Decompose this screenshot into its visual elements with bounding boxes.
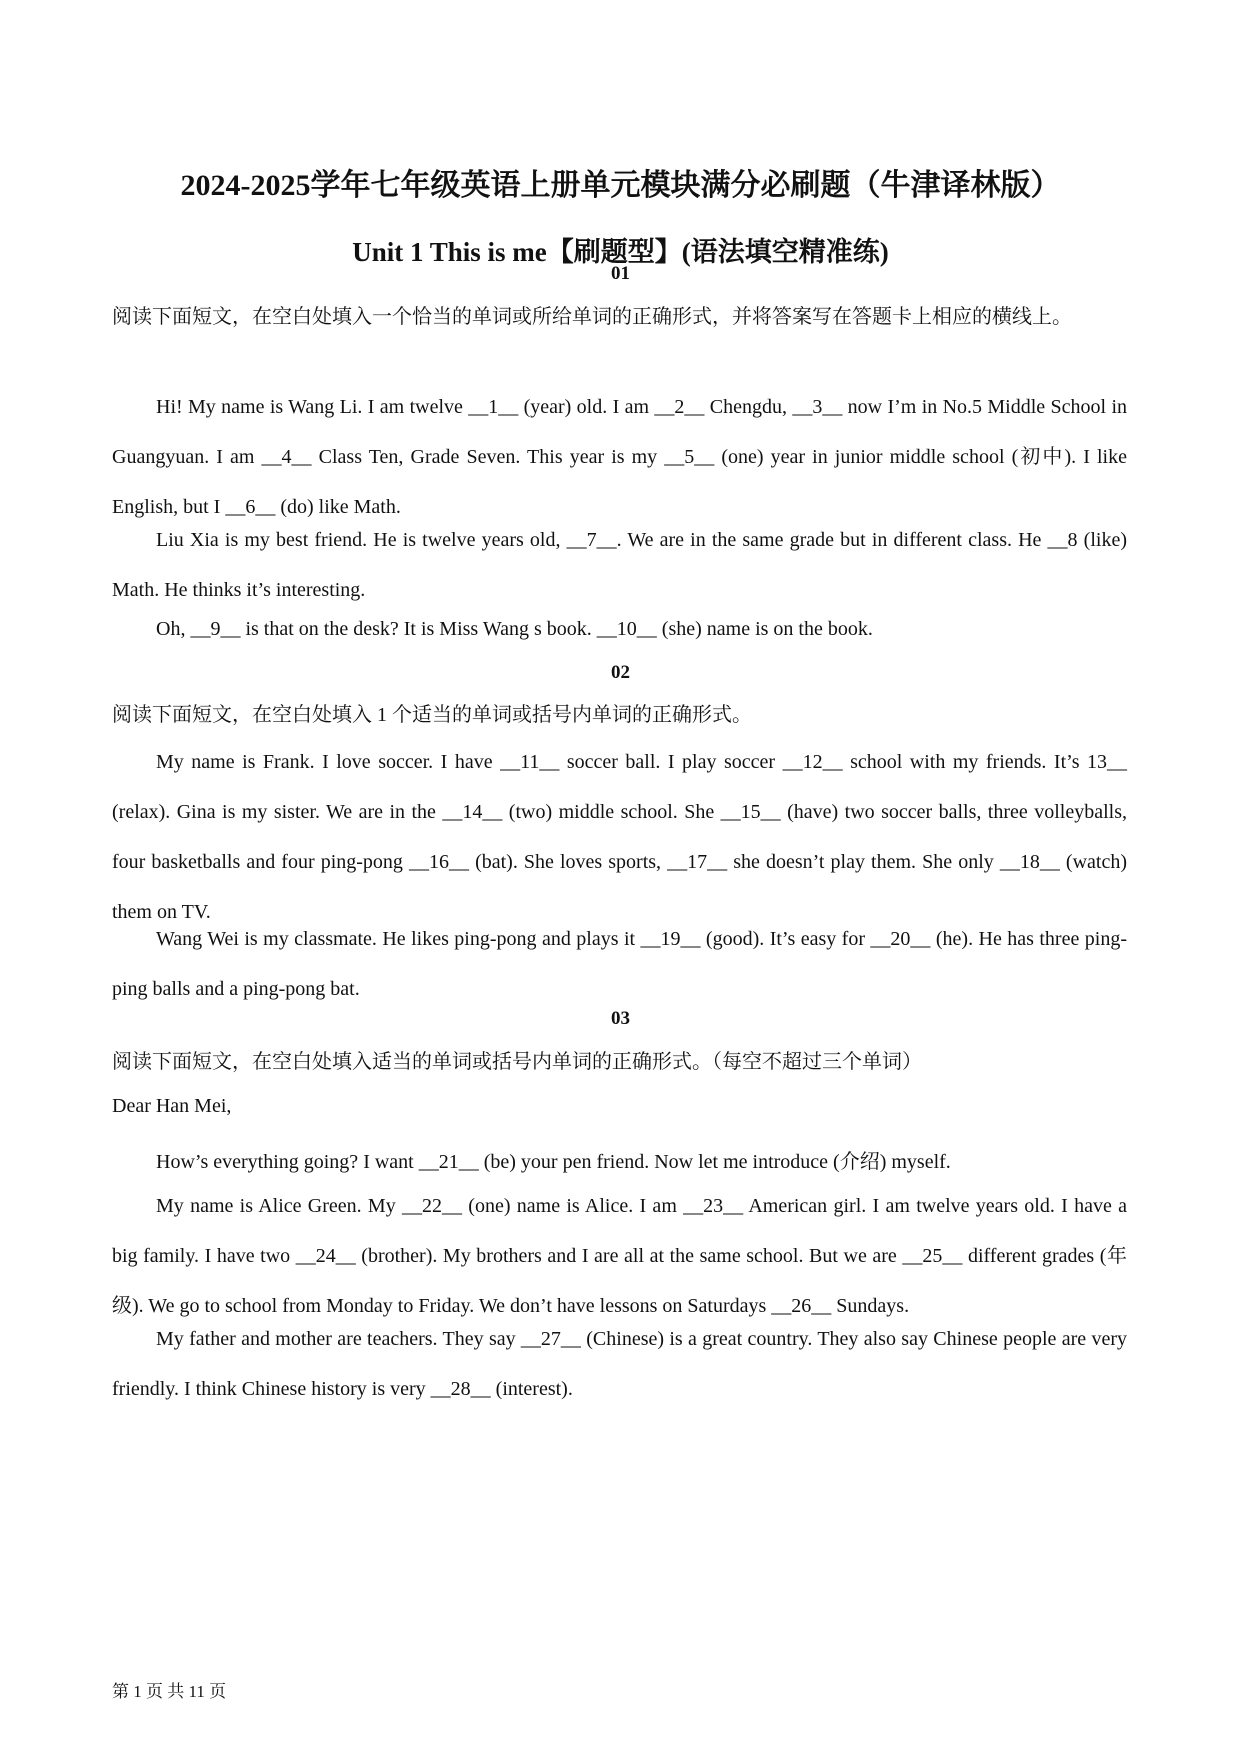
passage-paragraph: Wang Wei is my classmate. He likes ping-pong and plays it __19__ (good). It’s easy for __20__ (he). He has three ping-ping balls and a ping-pong bat.: [112, 928, 1127, 1000]
section-number-02: 02: [611, 662, 630, 683]
passage-paragraph: My father and mother are teachers. They say __27__ (Chinese) is a great country. They also say Chinese people are very friendly. I think Chinese history is very __28__ (interest).: [112, 1328, 1127, 1400]
passage-paragraph: My name is Frank. I love soccer. I have __11__ soccer ball. I play soccer __12__ school with my friends. It’s 13__ (relax). Gina is my sister. We are in the __14__ (two) middle school. She __15__ (have) two soccer balls, three volleyballs, four basketballs and four ping-pong __16__ (bat). She loves sports, __17__ she doesn’t play them. She only __18__ (watch) them on TV.: [112, 751, 1127, 923]
page-footer: 第 1 页 共 11 页: [112, 1682, 227, 1701]
section-instruction-02: 阅读下面短文，在空白处填入 1 个适当的单词或括号内单词的正确形式。: [112, 704, 752, 726]
document-title: 2024-2025学年七年级英语上册单元模块满分必刷题（牛津译林版）: [180, 169, 1061, 202]
passage-paragraph: Oh, __9__ is that on the desk? It is Miss Wang s book. __10__ (she) name is on the book.: [156, 618, 873, 640]
document-subtitle: Unit 1 This is me【刷题型】(语法填空精准练): [352, 237, 889, 267]
section-number-01: 01: [611, 263, 630, 284]
passage-paragraph: How’s everything going? I want __21__ (be) your pen friend. Now let me introduce (介绍) myself.: [156, 1151, 951, 1173]
passage-paragraph: Liu Xia is my best friend. He is twelve years old, __7__. We are in the same grade but in different class. He __8 (like) Math. He thinks it’s interesting.: [112, 529, 1127, 601]
passage-paragraph: Hi! My name is Wang Li. I am twelve __1__ (year) old. I am __2__ Chengdu, __3__ now I’m in No.5 Middle School in Guangyuan. I am __4__ Class Ten, Grade Seven. This year is my __5__ (one) year in junior middle school (初中). I like English, but I __6__ (do) like Math.: [112, 396, 1127, 518]
section-number-03: 03: [611, 1008, 630, 1029]
section-instruction-01: 阅读下面短文，在空白处填入一个恰当的单词或所给单词的正确形式，并将答案写在答题卡上相应的横线上。: [112, 306, 1072, 328]
passage-paragraph: My name is Alice Green. My __22__ (one) name is Alice. I am __23__ American girl. I am twelve years old. I have a big family. I have two __24__ (brother). My brothers and I are all at the same school. But we are __25__ different grades (年级). We go to school from Monday to Friday. We don’t have lessons on Saturdays __26__ Sundays.: [112, 1195, 1127, 1317]
section-instruction-03: 阅读下面短文，在空白处填入适当的单词或括号内单词的正确形式。（每空不超过三个单词）: [112, 1051, 922, 1073]
letter-salutation: Dear Han Mei,: [112, 1095, 232, 1117]
